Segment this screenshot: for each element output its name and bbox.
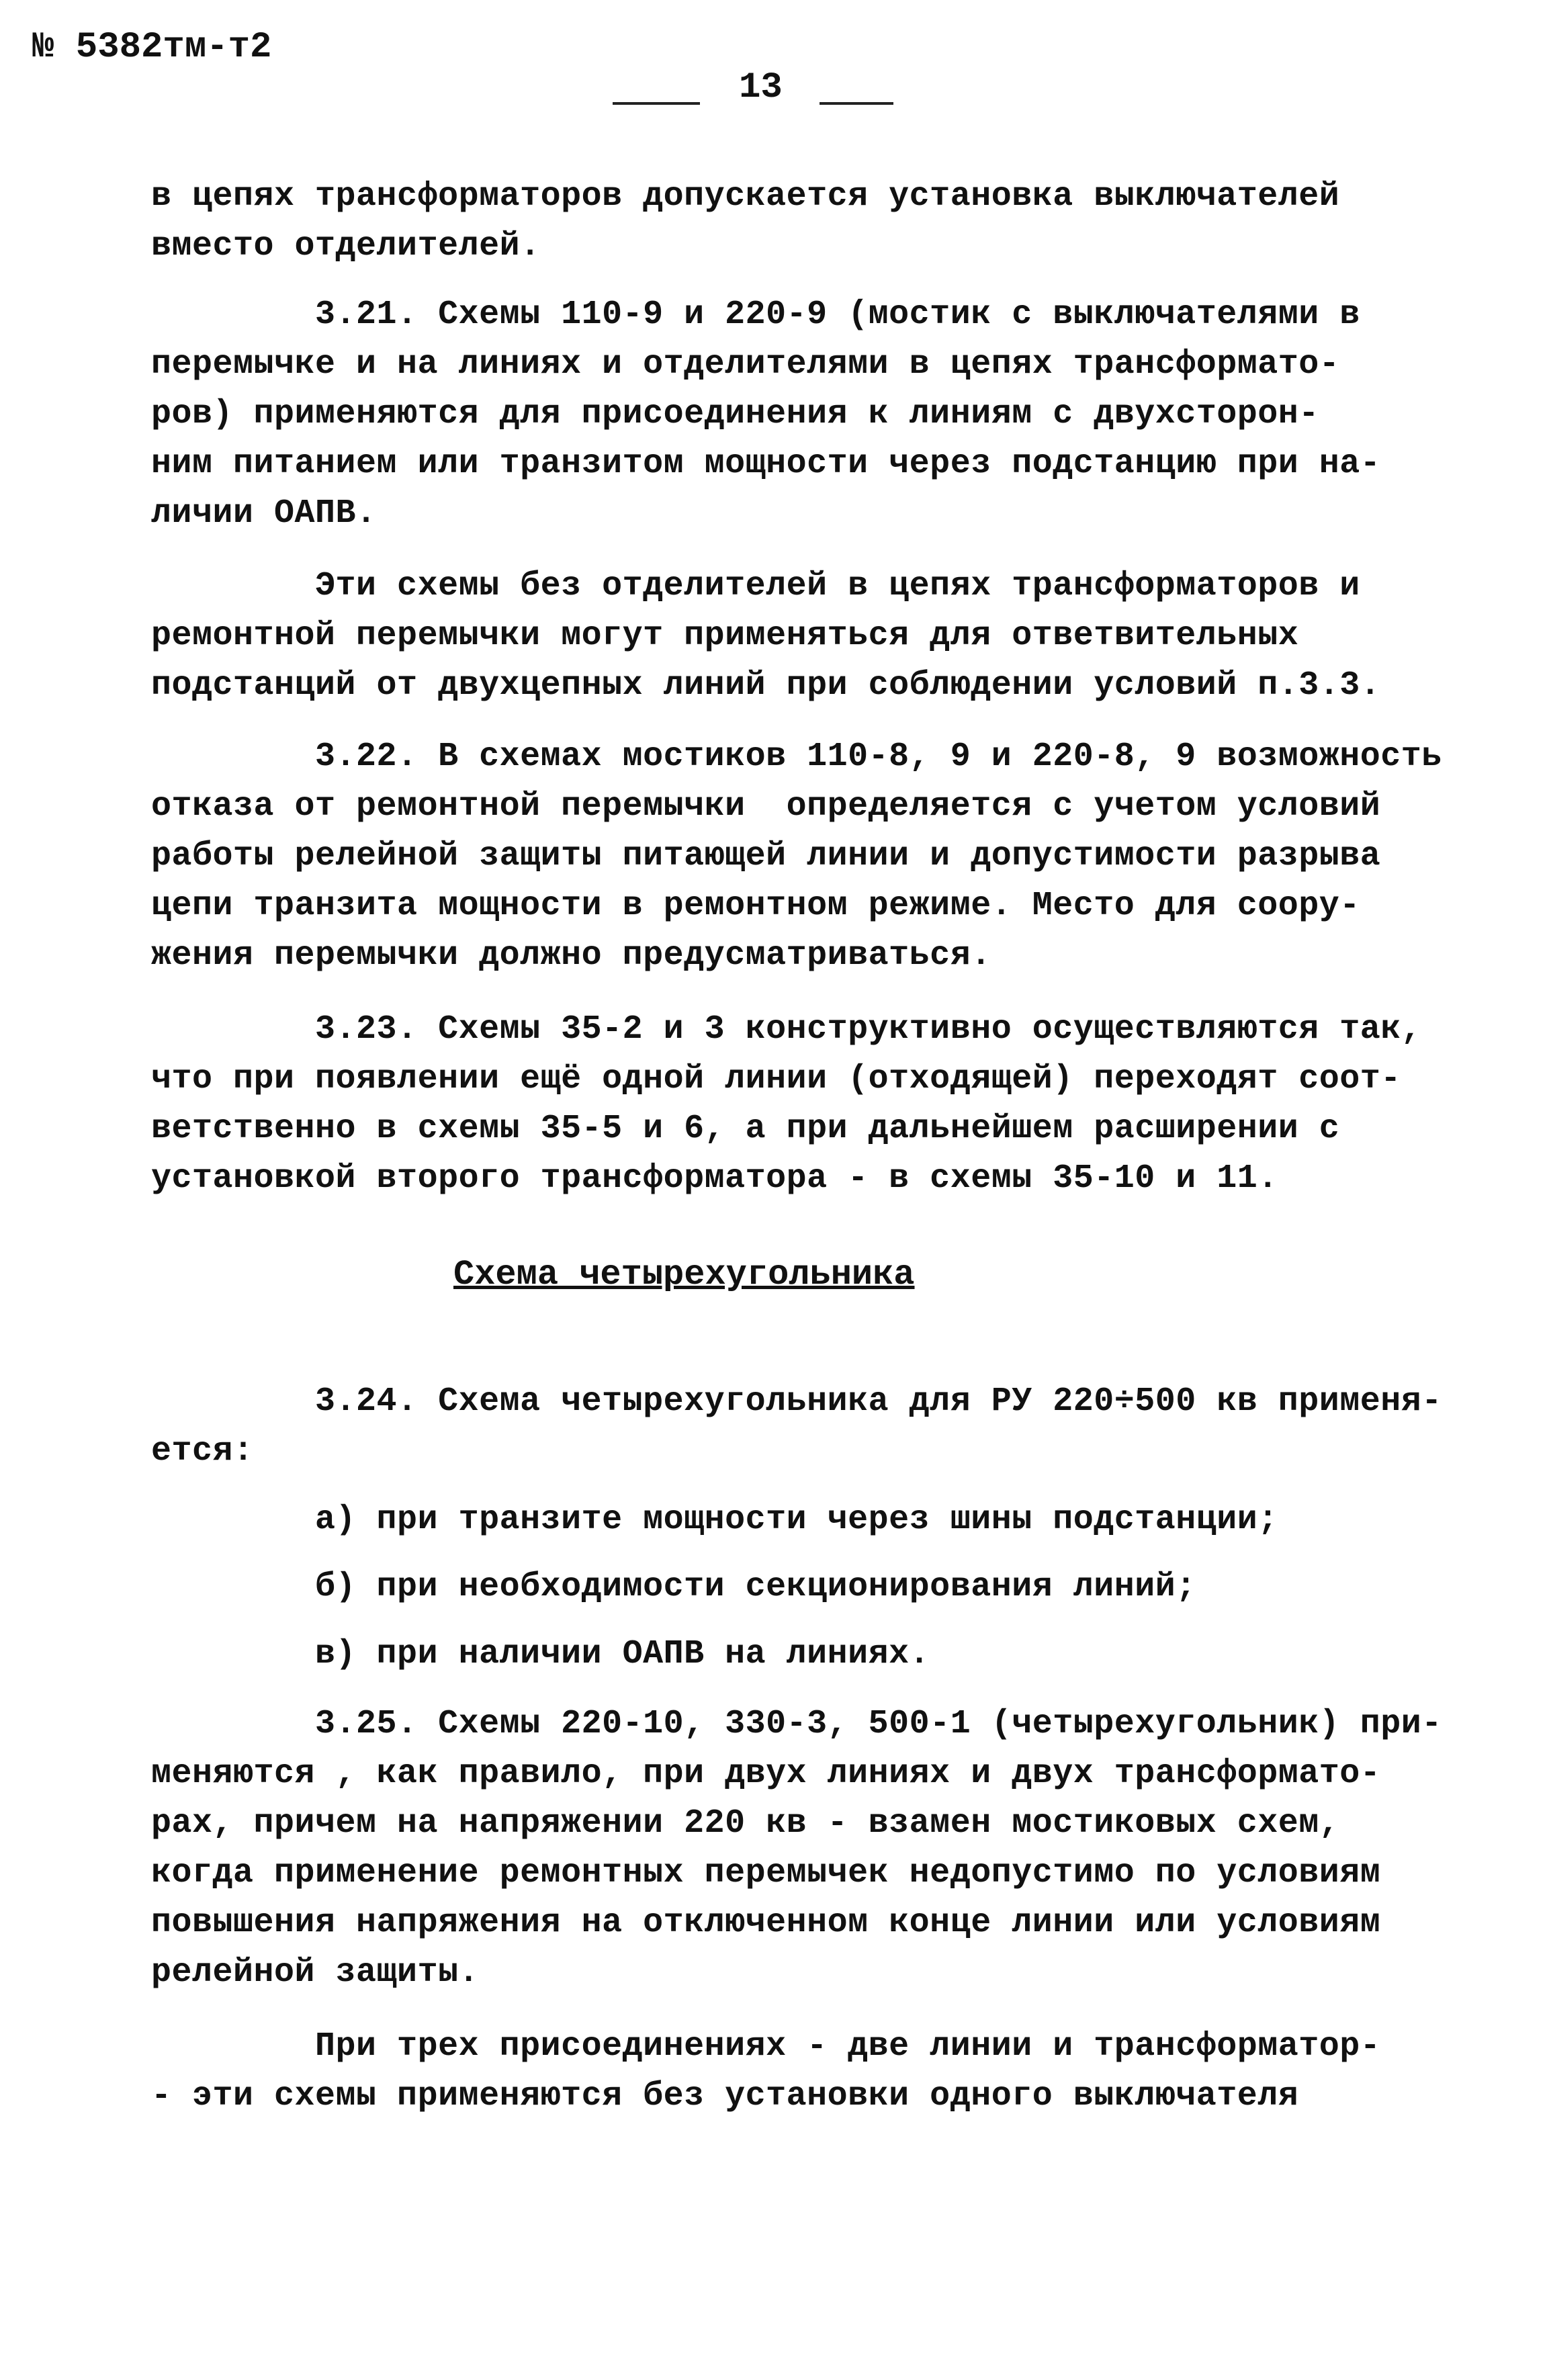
list-item: в) при наличии ОАПВ на линиях. (151, 1635, 930, 1673)
text-line: 3.25. Схемы 220-10, 330-3, 500-1 (четырехугольник) при- (151, 1705, 1442, 1743)
text-line: установкой второго трансформатора - в схемы 35-10 и 11. (151, 1159, 1278, 1198)
text-line: ветственно в схемы 35-5 и 6, а при дальнейшем расширении с (151, 1110, 1340, 1148)
text-line: меняются , как правило, при двух линиях и двух трансформато- (151, 1755, 1381, 1793)
page-number-dash-left (613, 102, 700, 105)
document-number: № 5382тм-т2 (32, 27, 272, 68)
text-line: подстанций от двухцепных линий при соблюдении условий п.3.3. (151, 666, 1381, 705)
list-item: а) при транзите мощности через шины подстанции; (151, 1501, 1278, 1539)
section-heading: Схема четырехугольника (453, 1255, 915, 1294)
list-item: б) при необходимости секционирования линий; (151, 1568, 1196, 1606)
text-line: когда применение ремонтных перемычек недопустимо по условиям (151, 1854, 1381, 1892)
text-line: 3.21. Схемы 110-9 и 220-9 (мостик с выключателями в (151, 296, 1360, 334)
text-line: - эти схемы применяются без установки одного выключателя (151, 2077, 1299, 2115)
text-line: жения перемычки должно предусматриваться. (151, 936, 991, 975)
text-line: ров) применяются для присоединения к линиям с двухсторон- (151, 395, 1319, 433)
page-number-dash-right (820, 102, 893, 105)
text-line: ним питанием или транзитом мощности через подстанцию при на- (151, 445, 1381, 483)
text-line: При трех присоединениях - две линии и трансформатор- (151, 2027, 1381, 2066)
text-line: рах, причем на напряжении 220 кв - взамен мостиковых схем, (151, 1804, 1340, 1843)
text-line: вместо отделителей. (151, 227, 541, 265)
page-number: 13 (739, 67, 783, 108)
text-line: что при появлении ещё одной линии (отходящей) переходят соот- (151, 1060, 1401, 1098)
text-line: в цепях трансформаторов допускается установка выключателей (151, 177, 1340, 216)
text-line: работы релейной защиты питающей линии и допустимости разрыва (151, 837, 1381, 875)
text-line: перемычке и на линиях и отделителями в цепях трансформато- (151, 345, 1340, 384)
text-line: 3.24. Схема четырехугольника для РУ 220÷500 кв применя- (151, 1382, 1442, 1421)
text-line: отказа от ремонтной перемычки определяется с учетом условий (151, 787, 1381, 826)
text-line: повышения напряжения на отключенном конце линии или условиям (151, 1904, 1381, 1942)
text-line: релейной защиты. (151, 1953, 480, 1992)
text-line: 3.22. В схемах мостиков 110-8, 9 и 220-8, 9 возможность (151, 738, 1442, 776)
text-line: Эти схемы без отделителей в цепях трансформаторов и (151, 567, 1360, 605)
text-line: цепи транзита мощности в ремонтном режиме. Место для соору- (151, 887, 1360, 925)
text-line: ремонтной перемычки могут применяться для ответвительных (151, 617, 1299, 655)
text-line: личии ОАПВ. (151, 494, 377, 533)
text-line: ется: (151, 1432, 254, 1470)
text-line: 3.23. Схемы 35-2 и 3 конструктивно осуществляются так, (151, 1010, 1422, 1049)
